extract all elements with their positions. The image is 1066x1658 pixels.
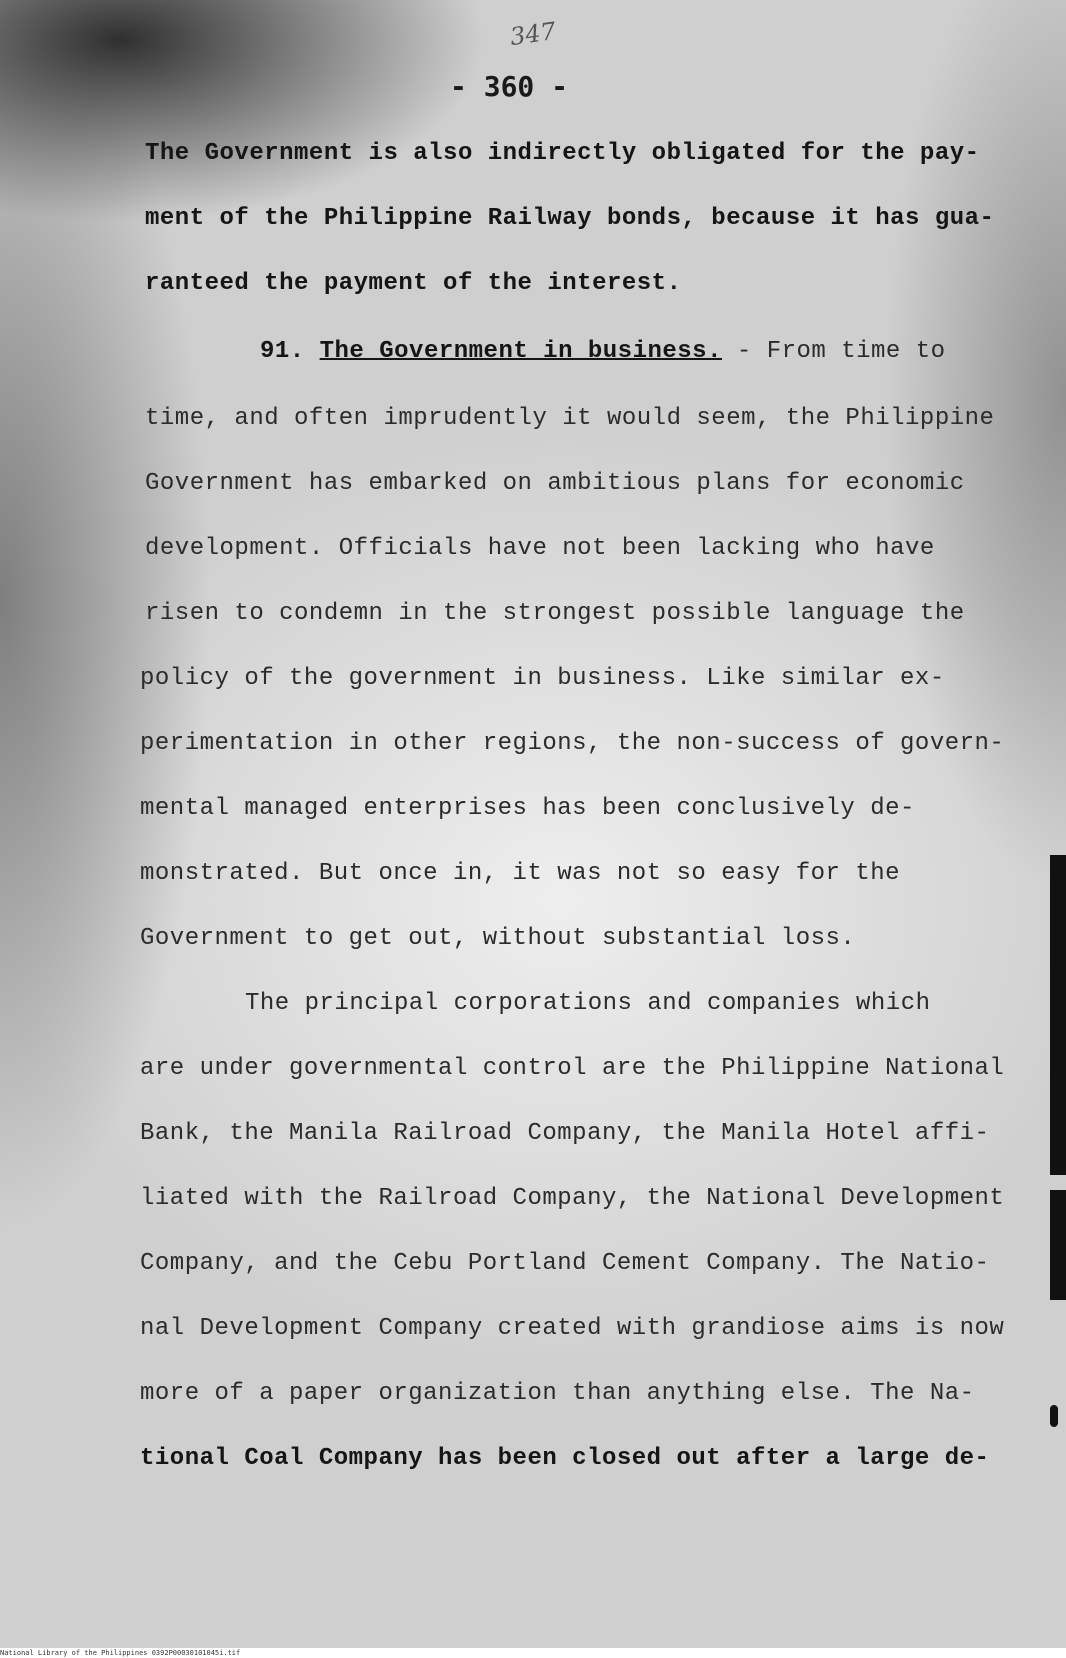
text-line: The Government is also indirectly obligated for the pay-: [145, 140, 980, 167]
text-line: development. Officials have not been lacking who have: [145, 535, 935, 562]
text-line: Government to get out, without substantial loss.: [140, 925, 856, 952]
text-line: Government has embarked on ambitious plans for economic: [145, 470, 965, 497]
text-line: nal Development Company created with grandiose aims is now: [140, 1315, 1005, 1342]
scan-edge-shadow: [1050, 1190, 1066, 1300]
heading-continuation: - From time to: [736, 338, 946, 365]
paragraph-heading: [260, 338, 946, 365]
text-line: policy of the government in business. Like similar ex-: [140, 665, 945, 692]
archive-footer: National Library of the Philippines 0392P00030101045i.tif: [0, 1648, 1066, 1658]
text-line: ment of the Philippine Railway bonds, because it has gua-: [145, 205, 995, 232]
text-line: The principal corporations and companies which: [245, 990, 931, 1017]
text-line: ranteed the payment of the interest.: [145, 270, 682, 297]
text-line: more of a paper organization than anything else. The Na-: [140, 1380, 975, 1407]
text-line: Bank, the Manila Railroad Company, the Manila Hotel affi-: [140, 1120, 990, 1147]
text-line: are under governmental control are the Philippine National: [140, 1055, 1005, 1082]
text-line: perimentation in other regions, the non-success of govern-: [140, 730, 1005, 757]
scan-edge-shadow: [1050, 855, 1066, 1175]
scan-edge-mark: [1050, 1405, 1058, 1427]
section-title: The Government in business.: [319, 338, 722, 365]
handwritten-page-number: 347: [508, 16, 558, 52]
section-number: 91.: [260, 338, 305, 365]
text-line: Company, and the Cebu Portland Cement Company. The Natio-: [140, 1250, 990, 1277]
text-line: tional Coal Company has been closed out after a large de-: [140, 1445, 990, 1472]
text-line: liated with the Railroad Company, the National Development: [140, 1185, 1005, 1212]
text-line: monstrated. But once in, it was not so easy for the: [140, 860, 901, 887]
text-line: mental managed enterprises has been conclusively de-: [140, 795, 915, 822]
page-number: - 360 -: [450, 70, 569, 103]
text-line: risen to condemn in the strongest possible language the: [145, 600, 965, 627]
text-line: time, and often imprudently it would seem, the Philippine: [145, 405, 995, 432]
